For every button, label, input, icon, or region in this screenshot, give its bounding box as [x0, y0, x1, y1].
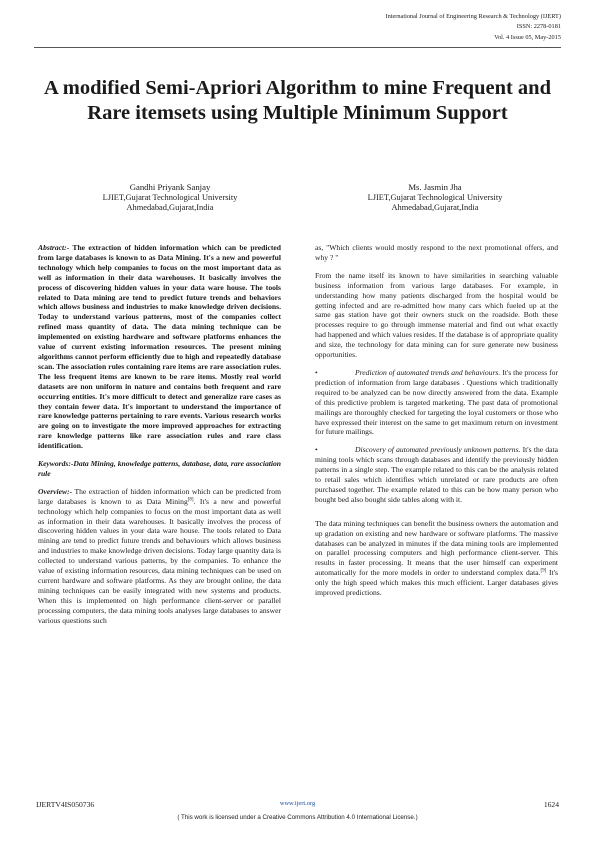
author-block-2	[325, 182, 545, 214]
journal-header	[261, 12, 561, 43]
overview-text: The extraction of hidden information which can be predicted from large databases is known to as Data Mining	[38, 486, 281, 506]
footer-page-number: 1624	[543, 800, 559, 809]
abstract-label: Abstract:-	[38, 243, 70, 252]
keywords: Keywords:-Data Mining, knowledge patterns, database, data, rare association rule	[38, 459, 281, 478]
bullet-icon: •	[315, 367, 318, 377]
bullet-text: It's the data mining tools which scans through databases and identify the previously hidden patterns in a single step. The example related to this can be the analysis related to retail sales which identifies which unrelated or rare products are often purchased together. The example related to this can be how many person who bought bed also bought side tables along with it.	[315, 445, 558, 504]
overview-paragraph	[38, 487, 281, 626]
bullet-heading: Prediction of automated trends and behaviours.	[355, 367, 501, 377]
bullet-text: It's the process for prediction of information from large databases . Questions which traditionally required to be analyzed can be now directly answered from the data. Example of this predictive problem is targeted marketing. The past data of promotional mailings are thoroughly checked for targeting the loyal customers or those who have expressed their interest on the same to get maximum return on investment for future mailings.	[315, 367, 558, 437]
body-paragraph	[315, 519, 558, 598]
right-column	[315, 243, 558, 606]
author-location: Ahmedabad,Gujarat,India	[391, 203, 479, 212]
body-paragraph: as, "Which clients would mostly respond to the next promotional offers, and why ? "	[315, 243, 558, 262]
bullet-heading: Discovery of automated previously unknown patterns.	[355, 445, 521, 455]
journal-issn: ISSN: 2278-0181	[516, 23, 561, 31]
author-name: Ms. Jasmin Jha	[408, 182, 462, 192]
bullet-icon: •	[315, 445, 318, 455]
body-text: The data mining techniques can benefit the business owners the automation and up gradation on existing and new hardware or software platforms. The massive databases can be analyzed in minutes if the data mining tools are implemented on parallel processing computers and high performance client-server. This results in faster processing. It means that the user himself can experiment automatically for the more models in order to understand complex data.	[315, 518, 558, 578]
bullet-item	[315, 445, 558, 504]
overview-label: Overview:-	[38, 486, 73, 496]
author-name: Gandhi Priyank Sanjay	[129, 182, 211, 192]
citation-ref: [9]	[540, 568, 547, 574]
journal-volume: Vol. 4 Issue 05, May-2015	[494, 33, 561, 41]
author-block-1	[60, 182, 280, 214]
author-location: Ahmedabad,Gujarat,India	[126, 203, 214, 212]
body-text-cont: It's only the high speed which makes this much efficient. Larger databases gives improved predictions.	[315, 568, 558, 598]
abstract-text: The extraction of hidden information which can be predicted from large databases is known to as Data Mining. It's a new and powerful technology which help companies to focus on the most important data as well as information in their data warehouses. It basically involves the process of discovering hidden values in your data ware house. The tools related to Data mining are tend to predict future trends and behaviors which allows business and industries to make knowledge driven decisions. Today to understand various patterns, most of the companies collect refined mass quantity of data. The data mining technique can be implemented on existing hardware and software platforms enhances the value of current existing information resources. The present mining algorithms cannot perform efficiently due to high and repeatedly database scan. The association rules containing rare items are rare association rules. The less frequent items are known to be rare items. Mostly real world datasets are non uniform in nature and contains both frequent and rare occurring entities. It's more difficult to detect and generalize rare cases as they contain fewer data. It's important to understand the importance of rare knowledge patterns pertaining to rare events. Various research works are going on to investigate the more improved approaches for extracting rare knowledge patterns like rare association rules and rare class identification.	[38, 243, 281, 451]
abstract	[38, 243, 281, 451]
body-paragraph: From the name itself its known to have similarities in searching valuable business information from various large databases. For example, in understanding how many patients discharged from the hospital would be getting infected and are re-admitted how many cars which fueled up at the same gas station have got their owners stuck on the roadside. Both these processes require to go through immense material and find out what exactly had happened and which values resides. If the database is of appropriate quality and size, the technology for data mining can for sure generate new business opportunities.	[315, 270, 558, 360]
author-affiliation: LJIET,Gujarat Technological University	[102, 192, 238, 202]
citation-ref: [8]	[187, 497, 194, 503]
journal-name: International Journal of Engineering Research & Technology (IJERT)	[385, 13, 561, 20]
footer-license: ( This work is licensed under a Creative Commons Attribution 4.0 International License.)	[177, 814, 418, 821]
left-column	[38, 243, 281, 634]
footer-site-link[interactable]: www.ijert.org	[279, 800, 316, 807]
overview-text-cont: . It's a new and powerful technology which help companies to focus on the most important data as well as information in their data warehouses. It basically involves the process of discovering hidden values in your data ware house. The tools related to Data mining are tend to predict future trends and behaviours which allows business and industries to make knowledge driven decisions. Today large quantity data is collected to understand various patterns, by the companies. To enhance the value of existing information resources, data mining techniques can be used on current hardware and software platforms. As they are brought online, the data mining techniques can be easily integrated with new systems and products. When this is implemented on high performance client-server or parallel processing computers, the data mining tools analyses large databases to answer various questions such	[38, 496, 281, 625]
author-affiliation: LJIET,Gujarat Technological University	[367, 192, 503, 202]
bullet-item	[315, 368, 558, 437]
footer-paper-id: IJERTV4IS050736	[36, 800, 95, 809]
header-divider	[34, 47, 561, 48]
paper-title: A modified Semi-Apriori Algorithm to mine Frequent and Rare itemsets using Multiple Minimum Support	[44, 77, 551, 124]
